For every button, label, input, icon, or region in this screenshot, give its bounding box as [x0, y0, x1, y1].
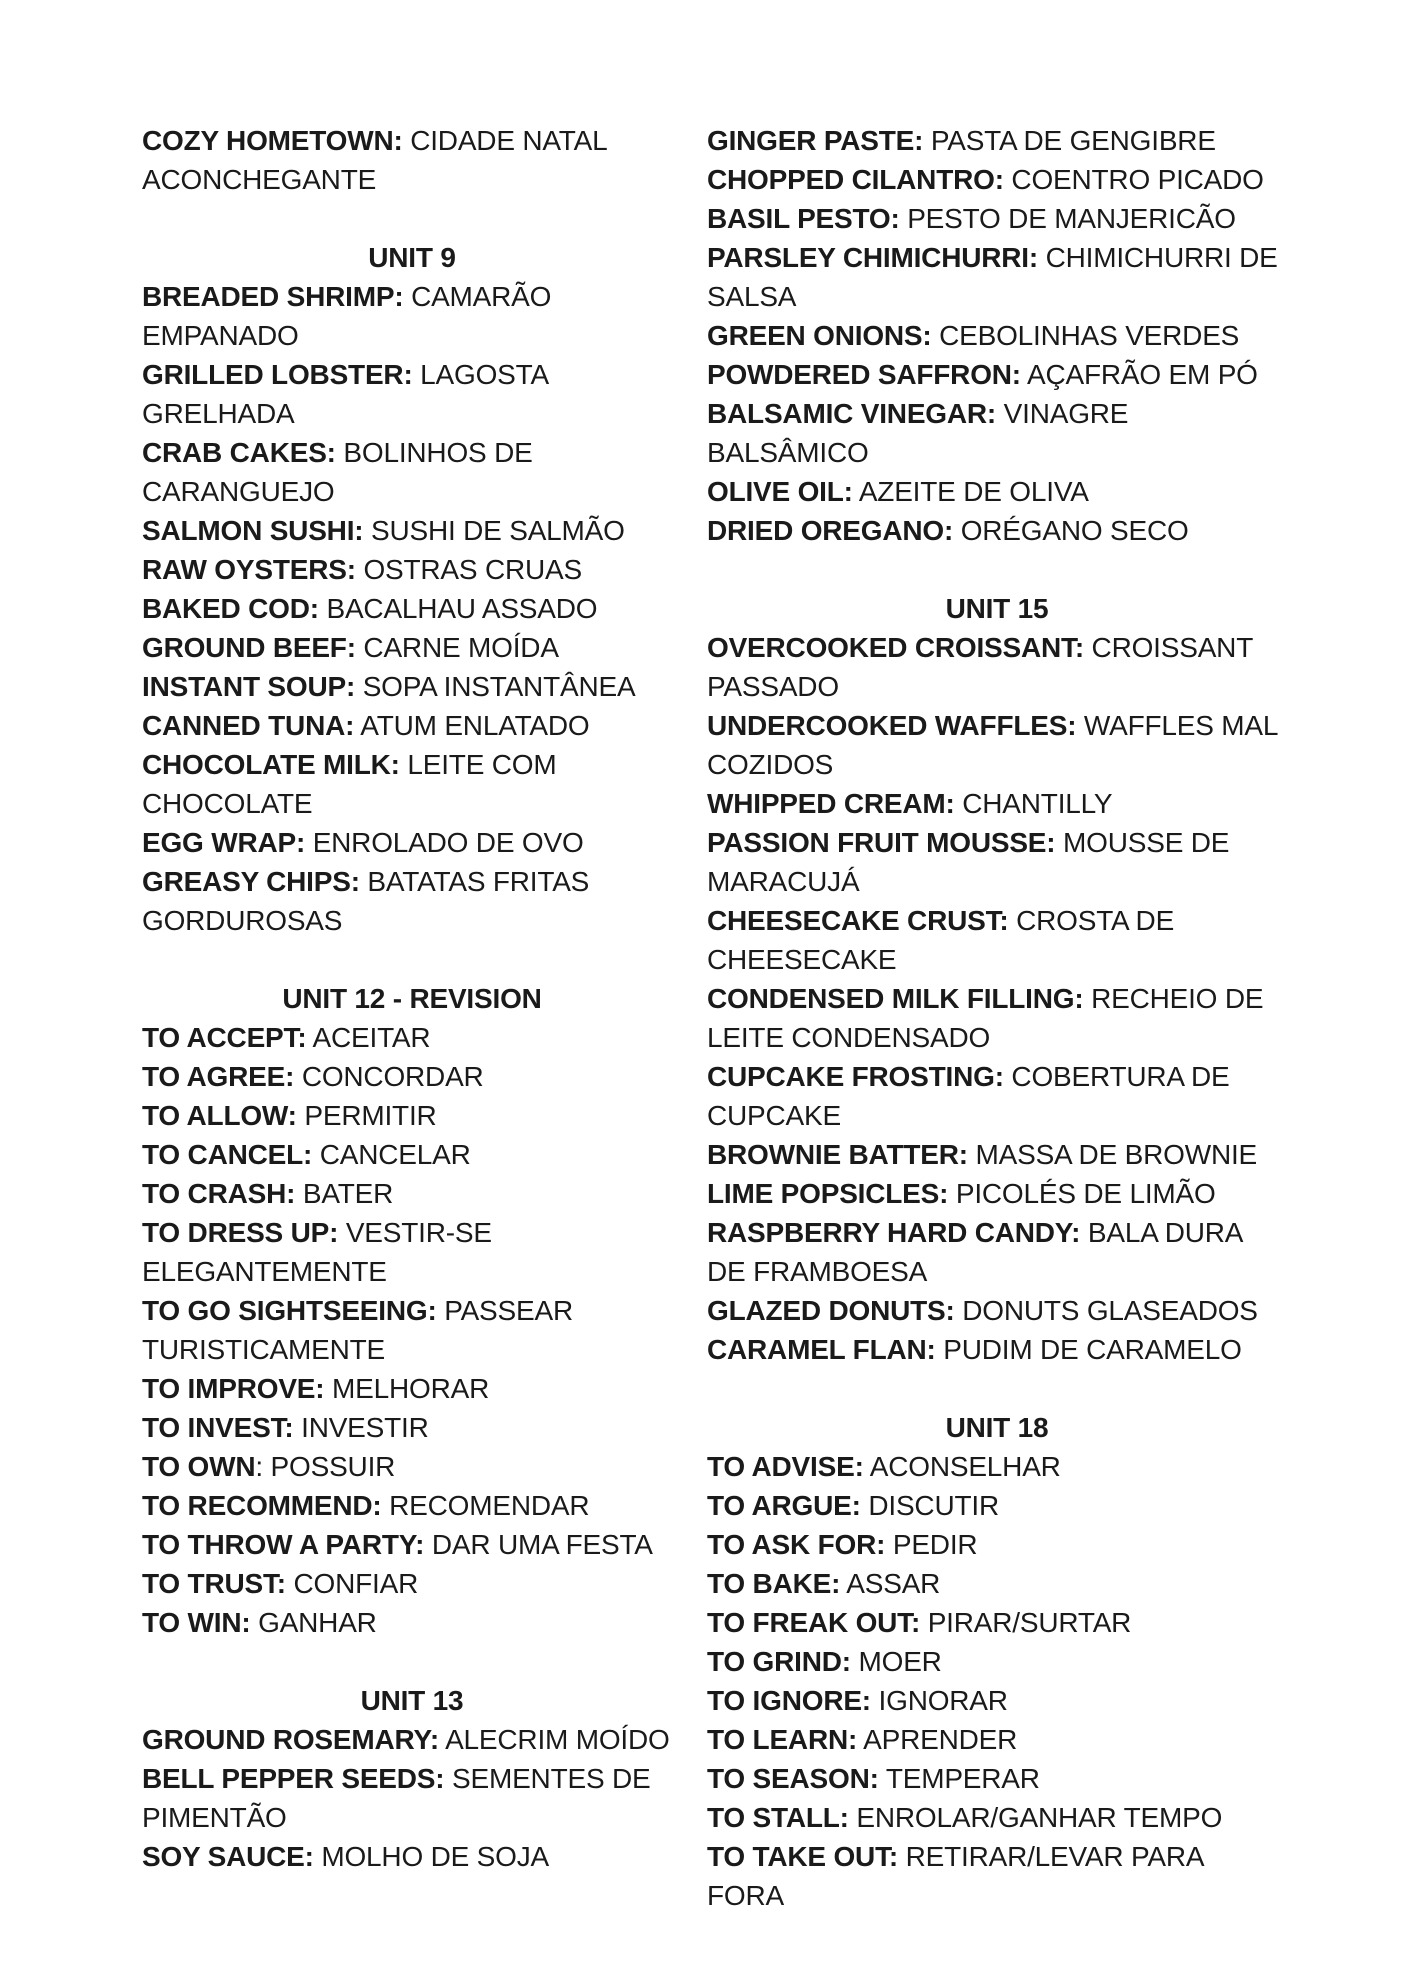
- vocab-translation: : POSSUIR: [255, 1451, 396, 1482]
- vocab-translation: ORÉGANO SECO: [960, 515, 1189, 546]
- vocab-entry: [142, 1603, 682, 1642]
- vocab-term: BREADED SHRIMP:: [142, 281, 404, 312]
- vocab-entry: [142, 1057, 682, 1096]
- vocab-term: TO DRESS UP:: [142, 1217, 339, 1248]
- vocab-entry: [142, 277, 682, 355]
- vocab-entry: [707, 1837, 1287, 1915]
- vocab-entry: [142, 1720, 682, 1759]
- vocab-entry: [142, 1291, 682, 1369]
- vocab-entry: [142, 1018, 682, 1057]
- vocab-entry: [707, 355, 1287, 394]
- vocab-entry: [142, 1759, 682, 1837]
- vocab-translation: COBERTURA DE CUPCAKE: [707, 1061, 1230, 1131]
- vocab-entry: [142, 823, 682, 862]
- unit-heading-unit-12-revision: UNIT 12 - REVISION: [282, 983, 542, 1014]
- vocab-translation: PESTO DE MANJERICÃO: [907, 203, 1236, 234]
- vocab-entry: [142, 1408, 682, 1447]
- vocab-entry: [707, 1174, 1287, 1213]
- vocab-term: TO TAKE OUT:: [707, 1841, 899, 1872]
- vocab-term: TO TRUST:: [142, 1568, 286, 1599]
- vocab-translation: ENROLAR/GANHAR TEMPO: [856, 1802, 1223, 1833]
- unit-heading-unit-15: UNIT 15: [945, 593, 1049, 624]
- vocab-translation: OSTRAS CRUAS: [363, 554, 582, 585]
- vocab-term: TO IMPROVE:: [142, 1373, 325, 1404]
- vocab-term: INSTANT SOUP:: [142, 671, 356, 702]
- vocab-translation: MOER: [858, 1646, 942, 1677]
- vocab-translation: SOPA INSTANTÂNEA: [362, 671, 636, 702]
- vocab-translation: COENTRO PICADO: [1011, 164, 1264, 195]
- vocab-entry: [142, 706, 682, 745]
- unit-heading-unit-13: UNIT 13: [360, 1685, 464, 1716]
- vocab-entry: [142, 1564, 682, 1603]
- vocab-term: CARAMEL FLAN:: [707, 1334, 936, 1365]
- vocab-term: BASIL PESTO:: [707, 203, 900, 234]
- vocab-term: CHOCOLATE MILK:: [142, 749, 400, 780]
- vocab-translation: CONCORDAR: [301, 1061, 484, 1092]
- vocab-translation: DONUTS GLASEADOS: [962, 1295, 1258, 1326]
- vocab-term: COZY HOMETOWN:: [142, 125, 403, 156]
- vocab-translation: ALECRIM MOÍDO: [445, 1724, 670, 1755]
- vocab-translation: MOUSSE DE MARACUJÁ: [707, 827, 1230, 897]
- vocab-term: BROWNIE BATTER:: [707, 1139, 968, 1170]
- vocab-translation: VESTIR-SE ELEGANTEMENTE: [142, 1217, 492, 1287]
- vocab-term: OLIVE OIL:: [707, 476, 853, 507]
- vocab-entry: [707, 1291, 1287, 1330]
- vocab-translation: APRENDER: [863, 1724, 1018, 1755]
- vocab-entry: [707, 472, 1287, 511]
- vocab-entry: [707, 1447, 1287, 1486]
- vocab-translation: ASSAR: [846, 1568, 941, 1599]
- vocab-term: UNDERCOOKED WAFFLES:: [707, 710, 1077, 741]
- vocab-term: BAKED COD:: [142, 593, 319, 624]
- vocab-translation: PASTA DE GENGIBRE: [930, 125, 1216, 156]
- vocab-term: PARSLEY CHIMICHURRI:: [707, 242, 1038, 273]
- vocab-term: TO ARGUE:: [707, 1490, 861, 1521]
- vocab-term: GINGER PASTE:: [707, 125, 924, 156]
- right-column: [707, 121, 1287, 1915]
- vocab-translation: BALA DURA DE FRAMBOESA: [707, 1217, 1242, 1287]
- vocab-term: CHOPPED CILANTRO:: [707, 164, 1004, 195]
- vocab-term: CHEESECAKE CRUST:: [707, 905, 1009, 936]
- vocab-term: TO FREAK OUT:: [707, 1607, 921, 1638]
- vocab-term: TO GO SIGHTSEEING:: [142, 1295, 437, 1326]
- vocab-translation: AZEITE DE OLIVA: [858, 476, 1089, 507]
- vocab-translation: CROISSANT PASSADO: [707, 632, 1253, 702]
- vocab-term: TO LEARN:: [707, 1724, 858, 1755]
- vocab-entry: [142, 862, 682, 940]
- vocab-entry: [707, 628, 1287, 706]
- vocab-entry: [142, 1213, 682, 1291]
- vocab-translation: DISCUTIR: [868, 1490, 999, 1521]
- vocab-term: TO SEASON:: [707, 1763, 879, 1794]
- vocab-term: TO ACCEPT:: [142, 1022, 307, 1053]
- vocab-term: TO ADVISE:: [707, 1451, 864, 1482]
- vocab-entry: [707, 199, 1287, 238]
- vocab-entry: [707, 1720, 1287, 1759]
- unit-heading-unit-9: UNIT 9: [368, 242, 456, 273]
- vocab-term: PASSION FRUIT MOUSSE:: [707, 827, 1056, 858]
- vocab-translation: MASSA DE BROWNIE: [975, 1139, 1258, 1170]
- vocab-entry: [707, 823, 1287, 901]
- vocab-term: RASPBERRY HARD CANDY:: [707, 1217, 1081, 1248]
- vocab-translation: INVESTIR: [301, 1412, 429, 1443]
- vocab-translation: CAMARÃO EMPANADO: [142, 281, 552, 351]
- vocab-translation: BACALHAU ASSADO: [326, 593, 598, 624]
- vocab-term: BALSAMIC VINEGAR:: [707, 398, 997, 429]
- vocab-translation: PASSEAR TURISTICAMENTE: [142, 1295, 573, 1365]
- vocab-term: TO GRIND:: [707, 1646, 851, 1677]
- vocab-entry: [707, 979, 1287, 1057]
- vocab-translation: ACEITAR: [312, 1022, 431, 1053]
- vocab-entry: [142, 433, 682, 511]
- vocab-entry: [707, 706, 1287, 784]
- vocab-term: RAW OYSTERS:: [142, 554, 356, 585]
- vocab-term: TO THROW A PARTY:: [142, 1529, 425, 1560]
- vocab-entry: [142, 1096, 682, 1135]
- vocab-term: GREASY CHIPS:: [142, 866, 360, 897]
- vocab-translation: CARNE MOÍDA: [363, 632, 559, 663]
- vocab-term: TO CRASH:: [142, 1178, 296, 1209]
- vocab-term: TO ALLOW:: [142, 1100, 297, 1131]
- vocab-term: GRILLED LOBSTER:: [142, 359, 413, 390]
- left-column: [142, 121, 682, 1876]
- vocab-translation: PUDIM DE CARAMELO: [943, 1334, 1242, 1365]
- vocab-translation: BATER: [302, 1178, 394, 1209]
- vocab-term: TO STALL:: [707, 1802, 849, 1833]
- vocab-translation: LEITE COM CHOCOLATE: [142, 749, 557, 819]
- vocab-term: CANNED TUNA:: [142, 710, 355, 741]
- vocab-term: WHIPPED CREAM:: [707, 788, 955, 819]
- vocab-translation: CIDADE NATAL ACONCHEGANTE: [142, 125, 607, 195]
- vocab-translation: CANCELAR: [319, 1139, 471, 1170]
- vocab-entry: [142, 121, 682, 199]
- vocab-term: POWDERED SAFFRON:: [707, 359, 1021, 390]
- vocab-term: TO INVEST:: [142, 1412, 294, 1443]
- vocab-term: CONDENSED MILK FILLING:: [707, 983, 1084, 1014]
- vocab-entry: [142, 1369, 682, 1408]
- vocab-entry: [142, 1447, 682, 1486]
- vocab-entry: [707, 1798, 1287, 1837]
- vocab-entry: [707, 1486, 1287, 1525]
- vocab-entry: [142, 550, 682, 589]
- vocab-entry: [142, 1837, 682, 1876]
- vocab-entry: [142, 1525, 682, 1564]
- vocab-entry: [707, 1525, 1287, 1564]
- vocab-translation: TEMPERAR: [885, 1763, 1040, 1794]
- vocab-entry: [707, 394, 1287, 472]
- vocab-entry: [707, 901, 1287, 979]
- vocab-translation: ACONSELHAR: [869, 1451, 1061, 1482]
- vocab-entry: [142, 511, 682, 550]
- vocab-entry: [142, 628, 682, 667]
- vocab-term: CUPCAKE FROSTING:: [707, 1061, 1004, 1092]
- vocab-entry: [707, 238, 1287, 316]
- vocab-translation: PERMITIR: [304, 1100, 437, 1131]
- vocab-translation: IGNORAR: [878, 1685, 1008, 1716]
- vocab-term: GLAZED DONUTS:: [707, 1295, 955, 1326]
- vocab-entry: [707, 511, 1287, 550]
- vocab-term: GROUND BEEF:: [142, 632, 356, 663]
- vocab-entry: [142, 355, 682, 433]
- vocab-term: TO BAKE:: [707, 1568, 841, 1599]
- vocab-entry: [707, 316, 1287, 355]
- vocab-entry: [707, 1564, 1287, 1603]
- vocab-entry: [707, 160, 1287, 199]
- vocab-term: TO CANCEL:: [142, 1139, 313, 1170]
- vocab-entry: [707, 1057, 1287, 1135]
- vocab-entry: [707, 1330, 1287, 1369]
- vocab-term: SOY SAUCE:: [142, 1841, 314, 1872]
- vocab-term: TO IGNORE:: [707, 1685, 871, 1716]
- vocab-term: OVERCOOKED CROISSANT:: [707, 632, 1084, 663]
- vocab-translation: LAGOSTA GRELHADA: [142, 359, 548, 429]
- vocab-term: TO RECOMMEND:: [142, 1490, 382, 1521]
- vocab-term: GROUND ROSEMARY:: [142, 1724, 440, 1755]
- vocab-entry: [142, 589, 682, 628]
- vocab-term: LIME POPSICLES:: [707, 1178, 949, 1209]
- vocab-translation: CHANTILLY: [962, 788, 1113, 819]
- vocab-translation: CHIMICHURRI DE SALSA: [707, 242, 1278, 312]
- vocab-entry: [142, 1135, 682, 1174]
- vocab-term: TO AGREE:: [142, 1061, 295, 1092]
- vocab-term: TO ASK FOR:: [707, 1529, 886, 1560]
- vocab-term: TO OWN: [142, 1451, 256, 1482]
- vocab-entry: [707, 1642, 1287, 1681]
- vocab-entry: [142, 667, 682, 706]
- vocab-translation: DAR UMA FESTA: [431, 1529, 653, 1560]
- vocab-translation: PEDIR: [892, 1529, 978, 1560]
- vocab-translation: BOLINHOS DE CARANGUEJO: [142, 437, 533, 507]
- vocab-translation: MOLHO DE SOJA: [321, 1841, 550, 1872]
- vocab-translation: BATATAS FRITAS GORDUROSAS: [142, 866, 590, 936]
- vocab-term: EGG WRAP:: [142, 827, 306, 858]
- vocab-entry: [707, 1681, 1287, 1720]
- vocab-translation: MELHORAR: [332, 1373, 490, 1404]
- vocab-translation: SEMENTES DE PIMENTÃO: [142, 1763, 651, 1833]
- vocab-term: TO WIN:: [142, 1607, 251, 1638]
- vocab-translation: PICOLÉS DE LIMÃO: [955, 1178, 1216, 1209]
- vocab-entry: [707, 1603, 1287, 1642]
- vocab-translation: AÇAFRÃO EM PÓ: [1026, 359, 1258, 390]
- vocab-translation: RECHEIO DE LEITE CONDENSADO: [707, 983, 1264, 1053]
- vocab-entry: [142, 1486, 682, 1525]
- vocab-translation: CONFIAR: [293, 1568, 419, 1599]
- vocab-translation: CROSTA DE CHEESECAKE: [707, 905, 1175, 975]
- vocab-translation: WAFFLES MAL COZIDOS: [707, 710, 1278, 780]
- vocab-term: GREEN ONIONS:: [707, 320, 932, 351]
- vocab-translation: GANHAR: [258, 1607, 377, 1638]
- unit-heading-unit-18: UNIT 18: [945, 1412, 1049, 1443]
- vocab-entry: [707, 1135, 1287, 1174]
- vocab-translation: ATUM ENLATADO: [360, 710, 590, 741]
- vocab-translation: SUSHI DE SALMÃO: [371, 515, 625, 546]
- vocab-entry: [142, 745, 682, 823]
- vocab-translation: PIRAR/SURTAR: [927, 1607, 1132, 1638]
- vocab-translation: RECOMENDAR: [389, 1490, 590, 1521]
- vocab-entry: [142, 1174, 682, 1213]
- vocab-translation: ENROLADO DE OVO: [312, 827, 584, 858]
- vocab-translation: CEBOLINHAS VERDES: [939, 320, 1240, 351]
- vocab-translation: RETIRAR/LEVAR PARA FORA: [707, 1841, 1203, 1911]
- vocab-term: DRIED OREGANO:: [707, 515, 954, 546]
- vocab-term: SALMON SUSHI:: [142, 515, 364, 546]
- vocab-entry: [707, 784, 1287, 823]
- vocab-entry: [707, 121, 1287, 160]
- vocab-term: CRAB CAKES:: [142, 437, 336, 468]
- vocab-entry: [707, 1213, 1287, 1291]
- vocab-translation: VINAGRE BALSÂMICO: [707, 398, 1129, 468]
- vocab-term: BELL PEPPER SEEDS:: [142, 1763, 445, 1794]
- vocab-entry: [707, 1759, 1287, 1798]
